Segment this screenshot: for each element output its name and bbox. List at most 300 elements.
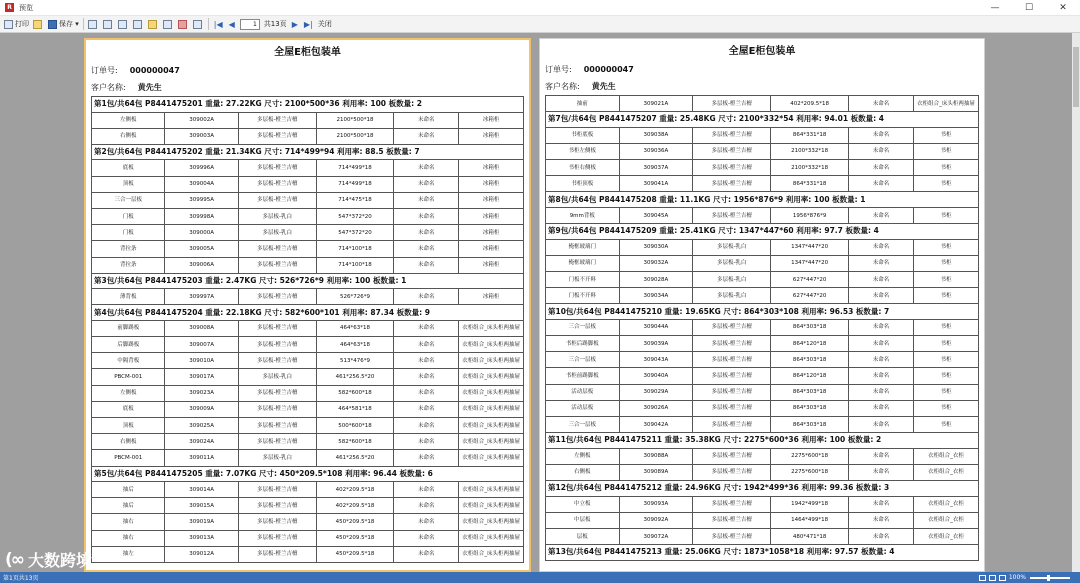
table-cell: 底板 bbox=[92, 401, 165, 417]
save-icon bbox=[48, 20, 57, 29]
email-button[interactable] bbox=[86, 17, 101, 32]
table-cell: 309043A bbox=[619, 352, 693, 368]
table-cell: 未命名 bbox=[849, 160, 914, 176]
package-header: 第9包/共64包 P8441475209 重量: 25.41KG 尺寸: 1347*447*60 利用率: 97.7 板数量: 4 bbox=[546, 224, 979, 240]
find-icon bbox=[103, 20, 112, 29]
table-cell: 抽前 bbox=[546, 96, 620, 112]
table-cell: 未命名 bbox=[394, 385, 459, 401]
table-row bbox=[92, 241, 524, 257]
export-icon bbox=[178, 20, 187, 29]
two-page-icon[interactable] bbox=[989, 575, 996, 581]
table-cell: 未命名 bbox=[849, 448, 914, 464]
table-cell: 未命名 bbox=[849, 512, 914, 528]
table-cell: 714*499*18 bbox=[316, 160, 394, 176]
table-cell: 多层板-橙兰吉檀 bbox=[238, 434, 316, 450]
table-cell: 书柜 bbox=[914, 255, 979, 271]
table-cell: 309088A bbox=[619, 448, 693, 464]
package-header-row bbox=[546, 112, 979, 128]
table-cell: 2275*600*18 bbox=[771, 464, 849, 480]
table-cell: 1956*876*9 bbox=[771, 207, 849, 223]
table-cell: 多层板-橙兰吉檀 bbox=[238, 401, 316, 417]
table-row bbox=[92, 530, 524, 546]
status-bar bbox=[0, 572, 1080, 583]
table-row bbox=[92, 369, 524, 385]
table-row bbox=[92, 418, 524, 434]
table-cell: 多层板-橙兰吉檀 bbox=[238, 320, 316, 336]
table-cell: 门板不开料 bbox=[546, 288, 620, 304]
table-cell: 513*476*9 bbox=[316, 353, 394, 369]
watermark-button[interactable] bbox=[191, 17, 206, 32]
table-row bbox=[92, 434, 524, 450]
package-header: 第5包/共64包 P8441475205 重量: 7.07KG 尺寸: 450*209.5*108 利用率: 96.44 板数量: 6 bbox=[92, 466, 524, 482]
packing-table bbox=[545, 95, 979, 561]
save-button[interactable] bbox=[46, 17, 81, 32]
first-page-button[interactable]: |◀ bbox=[213, 19, 223, 29]
table-cell: 书柜底板 bbox=[546, 127, 620, 143]
table-row bbox=[546, 176, 979, 192]
table-row bbox=[546, 272, 979, 288]
table-cell: 顶板 bbox=[92, 418, 165, 434]
table-cell: 顶板 bbox=[92, 176, 165, 192]
package-header: 第12包/共64包 P8441475212 重量: 24.96KG 尺寸: 1942*499*36 利用率: 99.36 板数量: 3 bbox=[546, 481, 979, 497]
table-cell: 书柜 bbox=[914, 368, 979, 384]
table-cell: 309093A bbox=[619, 496, 693, 512]
table-cell: 多层板-橙兰吉檀 bbox=[238, 530, 316, 546]
table-cell: 书柜 bbox=[914, 400, 979, 416]
table-cell: 多层板-橙兰吉檀 bbox=[693, 368, 771, 384]
table-cell: 三合一层板 bbox=[92, 192, 165, 208]
table-cell: 309034A bbox=[619, 288, 693, 304]
table-cell: 多层板-橙兰吉檀 bbox=[693, 528, 771, 544]
table-cell: 未命名 bbox=[394, 434, 459, 450]
table-cell: 未命名 bbox=[849, 143, 914, 159]
table-cell: 抽右 bbox=[92, 530, 165, 546]
table-cell: 活动层板 bbox=[546, 384, 620, 400]
table-cell: 书柜 bbox=[914, 336, 979, 352]
table-cell: 书柜 bbox=[914, 207, 979, 223]
table-cell: 714*100*18 bbox=[316, 257, 394, 273]
table-cell: 未命名 bbox=[849, 417, 914, 433]
table-row bbox=[92, 450, 524, 466]
table-cell: 未命名 bbox=[394, 241, 459, 257]
table-cell: 书柜左侧板 bbox=[546, 143, 620, 159]
table-cell: 未命名 bbox=[394, 450, 459, 466]
prev-page-button[interactable]: ◀ bbox=[228, 19, 235, 29]
table-cell: 未命名 bbox=[394, 546, 459, 562]
order-label: 订单号: bbox=[91, 66, 118, 75]
table-cell: 未命名 bbox=[849, 336, 914, 352]
table-cell: 书柜 bbox=[914, 127, 979, 143]
table-cell: 309998A bbox=[165, 208, 238, 224]
app-icon: R bbox=[5, 3, 14, 12]
maximize-button[interactable]: ☐ bbox=[1024, 3, 1034, 13]
table-cell: 864*303*18 bbox=[771, 352, 849, 368]
table-row bbox=[546, 96, 979, 112]
table-cell: 309009A bbox=[165, 401, 238, 417]
table-cell: 未命名 bbox=[849, 207, 914, 223]
table-cell: 多层板-乳白 bbox=[693, 272, 771, 288]
table-cell: 309011A bbox=[165, 450, 238, 466]
table-cell: 未命名 bbox=[394, 353, 459, 369]
watermark-icon bbox=[193, 20, 202, 29]
table-cell: 864*303*18 bbox=[771, 417, 849, 433]
table-cell: 衣柜组合_床头柜两抽屉 bbox=[459, 369, 524, 385]
table-cell: PBCM-001 bbox=[92, 450, 165, 466]
watermark-logo-icon: (∞ bbox=[5, 549, 23, 570]
table-cell: 未命名 bbox=[849, 496, 914, 512]
table-cell: 未命名 bbox=[394, 112, 459, 128]
table-cell: 464*63*18 bbox=[316, 337, 394, 353]
table-row bbox=[546, 207, 979, 223]
table-cell: 309021A bbox=[619, 96, 693, 112]
table-cell: 衣柜组合_衣柜 bbox=[914, 464, 979, 480]
table-cell: 三合一层板 bbox=[546, 417, 620, 433]
table-cell: 未命名 bbox=[849, 96, 914, 112]
table-cell: 多层板-橙兰吉檀 bbox=[238, 289, 316, 305]
package-header-row bbox=[546, 433, 979, 449]
table-cell: 衣柜组合_衣柜 bbox=[914, 528, 979, 544]
table-cell: 未命名 bbox=[394, 128, 459, 144]
table-cell: 309036A bbox=[619, 143, 693, 159]
table-cell: 1347*447*20 bbox=[771, 239, 849, 255]
table-cell: 309017A bbox=[165, 369, 238, 385]
table-cell: 多层板-乳白 bbox=[238, 225, 316, 241]
table-row bbox=[546, 127, 979, 143]
table-row bbox=[92, 385, 524, 401]
order-number: 000000047 bbox=[129, 66, 180, 75]
table-cell: 未命名 bbox=[394, 208, 459, 224]
table-cell: 多层板-橙兰吉檀 bbox=[693, 207, 771, 223]
vertical-scrollbar[interactable] bbox=[1072, 33, 1080, 572]
table-cell: 多层板-橙兰吉檀 bbox=[693, 417, 771, 433]
table-cell: 309019A bbox=[165, 514, 238, 530]
table-cell: 未命名 bbox=[394, 176, 459, 192]
table-cell: 多层板-乳白 bbox=[693, 255, 771, 271]
table-cell: 后脚踢板 bbox=[92, 337, 165, 353]
table-cell: 多层板-橙兰吉檀 bbox=[693, 496, 771, 512]
package-header-row bbox=[546, 224, 979, 240]
table-cell: 门板不开料 bbox=[546, 272, 620, 288]
table-cell: 309039A bbox=[619, 336, 693, 352]
table-cell: 未命名 bbox=[394, 418, 459, 434]
table-cell: 309003A bbox=[165, 128, 238, 144]
table-cell: 627*447*20 bbox=[771, 272, 849, 288]
table-cell: 未命名 bbox=[394, 257, 459, 273]
table-cell: 书柜 bbox=[914, 160, 979, 176]
table-cell: 547*372*20 bbox=[316, 225, 394, 241]
table-cell: 未命名 bbox=[394, 514, 459, 530]
table-cell: 309044A bbox=[619, 319, 693, 335]
page-setup-button[interactable] bbox=[116, 17, 131, 32]
table-cell: 衣柜组合_床头柜两抽屉 bbox=[459, 450, 524, 466]
table-row bbox=[546, 336, 979, 352]
table-cell: 864*303*18 bbox=[771, 384, 849, 400]
minimize-button[interactable]: — bbox=[990, 3, 1000, 13]
package-header: 第10包/共64包 P8441475210 重量: 19.65KG 尺寸: 864*303*108 利用率: 96.53 板数量: 7 bbox=[546, 304, 979, 320]
table-cell: 未命名 bbox=[849, 127, 914, 143]
package-header-row bbox=[546, 304, 979, 320]
table-cell: 2275*600*18 bbox=[771, 448, 849, 464]
package-header-row bbox=[92, 144, 524, 160]
table-row bbox=[92, 482, 524, 498]
table-cell: 书柜顶板 bbox=[546, 176, 620, 192]
table-cell: 未命名 bbox=[394, 160, 459, 176]
table-row bbox=[92, 128, 524, 144]
zoom-slider-handle[interactable] bbox=[1047, 575, 1050, 581]
table-cell: 未命名 bbox=[849, 239, 914, 255]
table-cell: 309037A bbox=[619, 160, 693, 176]
table-cell: 衣柜组合_床头柜两抽屉 bbox=[459, 337, 524, 353]
table-cell: 背拉条 bbox=[92, 241, 165, 257]
table-cell: 多层板-橙兰吉檀 bbox=[238, 160, 316, 176]
table-cell: 未命名 bbox=[394, 482, 459, 498]
edit-button[interactable] bbox=[146, 17, 161, 32]
table-row bbox=[92, 257, 524, 273]
table-row bbox=[546, 512, 979, 528]
table-cell: 2100*332*18 bbox=[771, 160, 849, 176]
design-icon bbox=[133, 20, 142, 29]
close-preview-button[interactable]: 关闭 bbox=[317, 20, 332, 28]
table-cell: 活动层板 bbox=[546, 400, 620, 416]
package-header: 第7包/共64包 P8441475207 重量: 25.48KG 尺寸: 2100*332*54 利用率: 94.01 板数量: 4 bbox=[546, 112, 979, 128]
table-cell: 薄背板 bbox=[92, 289, 165, 305]
copy-button[interactable] bbox=[161, 17, 176, 32]
export-button[interactable] bbox=[176, 17, 191, 32]
table-cell: 书柜 bbox=[914, 384, 979, 400]
table-row bbox=[546, 255, 979, 271]
table-cell: 多层板-橙兰吉檀 bbox=[238, 514, 316, 530]
table-cell: 多层板-橙兰吉檀 bbox=[238, 482, 316, 498]
table-cell: 未命名 bbox=[849, 368, 914, 384]
table-cell: 864*120*18 bbox=[771, 368, 849, 384]
table-cell: 多层板-橙兰吉檀 bbox=[238, 192, 316, 208]
packing-table bbox=[91, 96, 524, 563]
table-cell: 多层板-乳白 bbox=[693, 288, 771, 304]
table-cell: 未命名 bbox=[394, 320, 459, 336]
table-cell: 461*256.5*20 bbox=[316, 450, 394, 466]
scrollbar-thumb[interactable] bbox=[1073, 47, 1079, 107]
table-cell: 309002A bbox=[165, 112, 238, 128]
table-cell: 864*303*18 bbox=[771, 319, 849, 335]
table-cell: 门板 bbox=[92, 225, 165, 241]
table-row bbox=[92, 176, 524, 192]
customer-label: 客户名称: bbox=[91, 83, 126, 92]
table-cell: 层板 bbox=[546, 528, 620, 544]
table-cell: 未命名 bbox=[849, 176, 914, 192]
table-row bbox=[546, 384, 979, 400]
table-cell: 464*63*18 bbox=[316, 320, 394, 336]
table-cell: 冰箱柜 bbox=[459, 128, 524, 144]
table-cell: 门板 bbox=[92, 208, 165, 224]
table-cell: 450*209.5*18 bbox=[316, 546, 394, 562]
table-cell: 未命名 bbox=[849, 384, 914, 400]
table-cell: 309005A bbox=[165, 241, 238, 257]
close-window-button[interactable]: ✕ bbox=[1059, 3, 1067, 13]
package-header-row bbox=[92, 97, 524, 113]
table-cell: 309041A bbox=[619, 176, 693, 192]
table-cell: 多层板-橙兰吉檀 bbox=[238, 257, 316, 273]
folder-icon bbox=[33, 20, 42, 29]
table-row bbox=[546, 143, 979, 159]
table-cell: 9mm背板 bbox=[546, 207, 620, 223]
table-cell: 未命名 bbox=[849, 272, 914, 288]
package-header: 第1包/共64包 P8441475201 重量: 27.22KG 尺寸: 2100*500*36 利用率: 100 板数量: 2 bbox=[92, 97, 524, 113]
open-button[interactable] bbox=[31, 17, 46, 32]
table-row bbox=[546, 417, 979, 433]
customer-line bbox=[545, 78, 979, 95]
table-cell: 450*209.5*18 bbox=[316, 514, 394, 530]
table-cell: 309023A bbox=[165, 385, 238, 401]
title-bar bbox=[0, 0, 1080, 16]
table-cell: 冰箱柜 bbox=[459, 257, 524, 273]
table-cell: 衣柜组合_床头柜两抽屉 bbox=[459, 401, 524, 417]
table-cell: 309038A bbox=[619, 127, 693, 143]
table-row bbox=[92, 546, 524, 562]
table-cell: 掩框玻璃门 bbox=[546, 239, 620, 255]
table-cell: 多层板-橙兰吉檀 bbox=[238, 112, 316, 128]
table-row bbox=[92, 514, 524, 530]
table-cell: 多层板-乳白 bbox=[238, 208, 316, 224]
order-number: 000000047 bbox=[583, 65, 634, 74]
table-row bbox=[546, 528, 979, 544]
table-row bbox=[546, 160, 979, 176]
table-cell: 抽后 bbox=[92, 498, 165, 514]
table-cell: 多层板-橙兰吉檀 bbox=[693, 336, 771, 352]
table-cell: 582*600*18 bbox=[316, 385, 394, 401]
table-cell: 714*100*18 bbox=[316, 241, 394, 257]
table-cell: 书柜 bbox=[914, 143, 979, 159]
table-cell: 衣柜组合_床头柜两抽屉 bbox=[459, 530, 524, 546]
zoom-slider[interactable] bbox=[1030, 577, 1070, 579]
table-row bbox=[546, 400, 979, 416]
design-button[interactable] bbox=[131, 17, 146, 32]
zoom-level: 100% bbox=[1008, 574, 1026, 581]
find-button[interactable] bbox=[101, 17, 116, 32]
table-row bbox=[92, 401, 524, 417]
table-cell: 309072A bbox=[619, 528, 693, 544]
table-cell: 864*120*18 bbox=[771, 336, 849, 352]
last-page-button[interactable]: ▶| bbox=[303, 19, 313, 29]
table-cell: 衣柜组合_衣柜 bbox=[914, 448, 979, 464]
table-cell: 309030A bbox=[619, 239, 693, 255]
order-line bbox=[545, 61, 979, 78]
table-cell: 多层板-橙兰吉檀 bbox=[693, 464, 771, 480]
package-header-row bbox=[546, 192, 979, 208]
table-row bbox=[92, 112, 524, 128]
table-cell: 864*331*18 bbox=[771, 127, 849, 143]
table-cell: 多层板-橙兰吉檀 bbox=[238, 385, 316, 401]
table-cell: 未命名 bbox=[394, 401, 459, 417]
table-cell: 左侧板 bbox=[546, 448, 620, 464]
table-cell: 衣柜组合_床头柜两抽屉 bbox=[459, 385, 524, 401]
table-cell: 书柜 bbox=[914, 352, 979, 368]
table-cell: 衣柜组合_床头柜两抽屉 bbox=[459, 546, 524, 562]
table-cell: 309024A bbox=[165, 434, 238, 450]
page-number-input[interactable]: 1 bbox=[240, 19, 260, 30]
table-cell: 冰箱柜 bbox=[459, 208, 524, 224]
table-cell: 309006A bbox=[165, 257, 238, 273]
table-cell: 抽后 bbox=[92, 482, 165, 498]
single-page-icon[interactable] bbox=[979, 575, 986, 581]
table-cell: 中隔背板 bbox=[92, 353, 165, 369]
table-row bbox=[92, 498, 524, 514]
table-cell: 底板 bbox=[92, 160, 165, 176]
dropdown-arrow-icon: ▾ bbox=[73, 20, 79, 28]
table-cell: 627*447*20 bbox=[771, 288, 849, 304]
table-cell: 309028A bbox=[619, 272, 693, 288]
printer-icon bbox=[4, 20, 13, 29]
toolbar-divider bbox=[208, 18, 209, 30]
toolbar-divider bbox=[83, 18, 84, 30]
table-cell: 402*209.5*18 bbox=[316, 482, 394, 498]
table-cell: 多层板-橙兰吉檀 bbox=[693, 400, 771, 416]
table-cell: 526*726*9 bbox=[316, 289, 394, 305]
window-title: 预览 bbox=[19, 3, 33, 12]
package-header: 第3包/共64包 P8441475203 重量: 2.47KG 尺寸: 526*726*9 利用率: 100 板数量: 1 bbox=[92, 273, 524, 289]
package-header: 第4包/共64包 P8441475204 重量: 22.18KG 尺寸: 582*600*101 利用率: 87.34 板数量: 9 bbox=[92, 305, 524, 321]
table-cell: 未命名 bbox=[394, 337, 459, 353]
table-cell: 309008A bbox=[165, 320, 238, 336]
table-cell: 掩框玻璃门 bbox=[546, 255, 620, 271]
table-cell: 书柜 bbox=[914, 417, 979, 433]
table-cell: 未命名 bbox=[394, 289, 459, 305]
multi-page-icon[interactable] bbox=[999, 575, 1006, 581]
package-header: 第2包/共64包 P8441475202 重量: 21.34KG 尺寸: 714*499*94 利用率: 88.5 板数量: 7 bbox=[92, 144, 524, 160]
table-cell: 547*372*20 bbox=[316, 208, 394, 224]
table-row bbox=[546, 288, 979, 304]
table-cell: 多层板-橙兰吉檀 bbox=[693, 384, 771, 400]
table-row bbox=[92, 337, 524, 353]
table-cell: 未命名 bbox=[849, 464, 914, 480]
table-cell: 多层板-橙兰吉檀 bbox=[238, 498, 316, 514]
table-cell: 多层板-橙兰吉檀 bbox=[693, 176, 771, 192]
table-cell: 冰箱柜 bbox=[459, 112, 524, 128]
table-cell: 书柜右侧板 bbox=[546, 160, 620, 176]
table-cell: 冰箱柜 bbox=[459, 289, 524, 305]
table-cell: 冰箱柜 bbox=[459, 192, 524, 208]
package-header-row bbox=[92, 305, 524, 321]
table-cell: 右侧板 bbox=[92, 434, 165, 450]
table-cell: 中层板 bbox=[546, 512, 620, 528]
table-row bbox=[546, 448, 979, 464]
customer-name: 黄先生 bbox=[137, 83, 162, 92]
customer-name: 黄先生 bbox=[591, 82, 616, 91]
table-cell: 多层板-橙兰吉檀 bbox=[238, 353, 316, 369]
table-cell: 衣柜组合_床头柜两抽屉 bbox=[914, 96, 979, 112]
table-cell: 背拉条 bbox=[92, 257, 165, 273]
table-cell: 多层板-橙兰吉檀 bbox=[693, 127, 771, 143]
table-cell: 未命名 bbox=[394, 225, 459, 241]
table-cell: 多层板-橙兰吉檀 bbox=[238, 176, 316, 192]
table-cell: 未命名 bbox=[394, 192, 459, 208]
package-header: 第8包/共64包 P8441475208 重量: 11.1KG 尺寸: 1956*876*9 利用率: 100 板数量: 1 bbox=[546, 192, 979, 208]
table-cell: 冰箱柜 bbox=[459, 225, 524, 241]
table-cell: 多层板-橙兰吉檀 bbox=[693, 319, 771, 335]
table-cell: 309014A bbox=[165, 482, 238, 498]
table-cell: 500*600*18 bbox=[316, 418, 394, 434]
table-row bbox=[92, 289, 524, 305]
next-page-button[interactable]: ▶ bbox=[291, 19, 298, 29]
toolbar bbox=[0, 16, 1080, 33]
table-cell: 中立板 bbox=[546, 496, 620, 512]
print-button[interactable] bbox=[2, 17, 31, 32]
table-cell: 书柜 bbox=[914, 272, 979, 288]
report-page-1 bbox=[84, 38, 531, 572]
table-cell: 309013A bbox=[165, 530, 238, 546]
table-cell: 864*303*18 bbox=[771, 400, 849, 416]
table-row bbox=[546, 496, 979, 512]
table-cell: 多层板-橙兰吉檀 bbox=[238, 546, 316, 562]
